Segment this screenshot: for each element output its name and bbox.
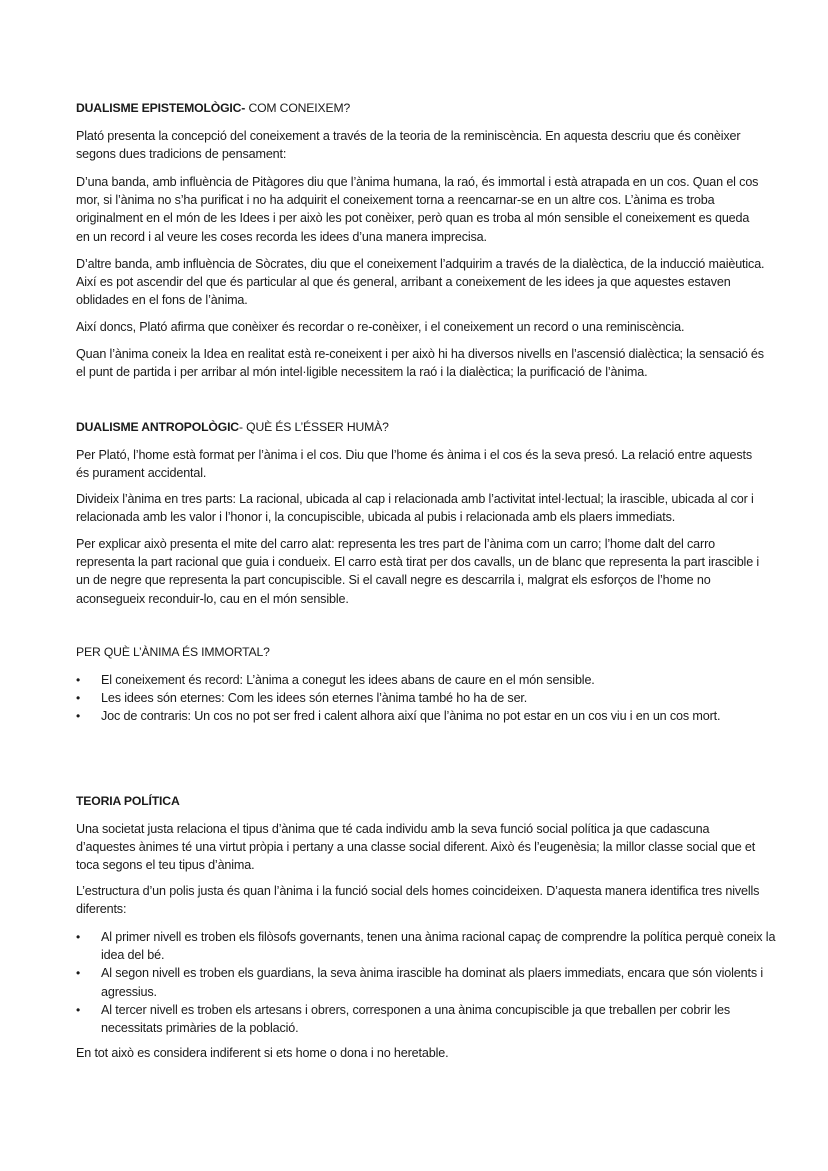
bullet-icon: • xyxy=(76,966,81,981)
list-item xyxy=(76,707,776,725)
paragraph: Així doncs, Plató afirma que conèixer és recordar o re-conèixer, i el coneixement un record o una reminiscència. xyxy=(76,320,685,334)
paragraph: Quan l’ànima coneix la Idea en realitat està re-coneixent i per això hi ha diversos nivells en l’ascensió dialèctica; la sensació és el punt de partida i per arribar al món intel·ligible necessitem la raó i la dialèctica; la purificació de l’ànima. xyxy=(76,347,764,380)
bullet-icon: • xyxy=(76,673,81,687)
list-item-text: Al primer nivell es troben els filòsofs governants, tenen una ànima racional capaç de comprendre la política perquè coneix la idea del bé. xyxy=(101,930,776,963)
immortal-reasons-list xyxy=(76,671,776,726)
heading-bold: TEORIA POLÍTICA xyxy=(76,794,180,808)
bullet-icon: • xyxy=(76,691,81,706)
bullet-icon: • xyxy=(76,709,81,724)
heading-bold: DUALISME ANTROPOLÒGIC xyxy=(76,420,239,434)
heading-bold: DUALISME EPISTEMOLÒGIC- xyxy=(76,101,246,115)
paragraph: D’una banda, amb influència de Pitàgores diu que l’ànima humana, la raó, és immortal i està atrapada en un cos. Quan el cos mor, si l’ànima no s’ha purificat i no ha adquirit el coneixement torna a reencarnar-se en un altre cos. L’ànima es troba originalment en el món de les Idees i per això les pot conèixer, però quan es troba al món sensible el coneixement es queda en un record i al veure les coses recorda les idees d’una manera imprecisa. xyxy=(76,175,759,244)
paragraph: Per Plató, l’home està format per l’ànima i el cos. Diu que l’home és ànima i el cos és la seva presó. La relació entre aquests és purament accidental. xyxy=(76,448,753,481)
heading-anima-immortal: PER QUÈ L’ÀNIMA ÉS IMMORTAL? xyxy=(76,645,270,659)
paragraph: Divideix l’ànima en tres parts: La racional, ubicada al cap i relacionada amb l’activitat intel·lectual; la irascible, ubicada al cor i relacionada amb les valor i l’honor i, la concupiscible, ubicada al pubis i relacionada amb els plaers immediats. xyxy=(76,492,754,525)
bullet-icon: • xyxy=(76,1002,81,1017)
list-item xyxy=(76,671,776,689)
list-item xyxy=(76,1001,776,1037)
paragraph: Plató presenta la concepció del coneixement a través de la teoria de la reminiscència. En aquesta descriu que és conèixer segons dues tradicions de pensament: xyxy=(76,129,741,162)
heading-rest: COM CONEIXEM? xyxy=(245,101,351,115)
paragraph: Una societat justa relaciona el tipus d’ànima que té cada individu amb la seva funció social política ja que cadascuna d’aquestes ànimes té una virtut pròpia i pertany a una classe social diferent. Això és l’eugenèsia; la millor classe social que et toca segons el teu tipus d’ànima. xyxy=(76,822,756,873)
political-levels-list xyxy=(76,928,776,1037)
list-item xyxy=(76,689,776,707)
paragraph: D’altre banda, amb influència de Sòcrates, diu que el coneixement l’adquirim a través de la dialèctica, de la inducció maièutica. Així es pot ascendir del que és particular al que és general, arribant a coneixement de les idees ja que aquestes estaven oblidades en el fons de l’ànima. xyxy=(76,257,765,308)
list-item-text: Joc de contraris: Un cos no pot ser fred i calent alhora així que l’ànima no pot estar en un cos viu i en un cos mort. xyxy=(101,709,721,724)
paragraph: L’estructura d’un polis justa és quan l’ànima i la funció social dels homes coincideixen. D’aquesta manera identifica tres nivells diferents: xyxy=(76,884,760,917)
heading-teoria-politica xyxy=(76,792,766,810)
list-item-text: El coneixement és record: L’ànima a conegut les idees abans de caure en el món sensible. xyxy=(101,673,595,687)
heading-dualisme-epistemologic xyxy=(76,99,766,117)
list-item xyxy=(76,928,776,964)
list-item-text: Al tercer nivell es troben els artesans i obrers, corresponen a una ànima concupiscible ja que treballen per cobrir les necessitats primàries de la població. xyxy=(101,1002,730,1036)
bullet-icon: • xyxy=(76,930,81,944)
closing-paragraph: En tot això es considera indiferent si ets home o dona i no heretable. xyxy=(76,1046,449,1060)
heading-rest: - QUÈ ÉS L’ÉSSER HUMÀ? xyxy=(238,420,389,434)
list-item-text: Les idees són eternes: Com les idees són eternes l’ànima també ho ha de ser. xyxy=(101,691,528,706)
list-item xyxy=(76,964,776,1000)
list-item-text: Al segon nivell es troben els guardians, la seva ànima irascible ha dominat als plaers immediats, encara que són violents i agressius. xyxy=(101,966,763,999)
paragraph: Per explicar això presenta el mite del carro alat: representa les tres part de l’ànima com un carro; l’home dalt del carro representa la part racional que guia i condueix. El carro està tirat per dos cavalls, un de blanc que representa la part irascible i un de negre que representa la part concupiscible. Si el cavall negre es descarrila i, malgrat els esforços de l’home no aconsegueix reconduir-lo, cau en el món sensible. xyxy=(76,537,760,606)
heading-dualisme-antropologic xyxy=(76,418,766,436)
